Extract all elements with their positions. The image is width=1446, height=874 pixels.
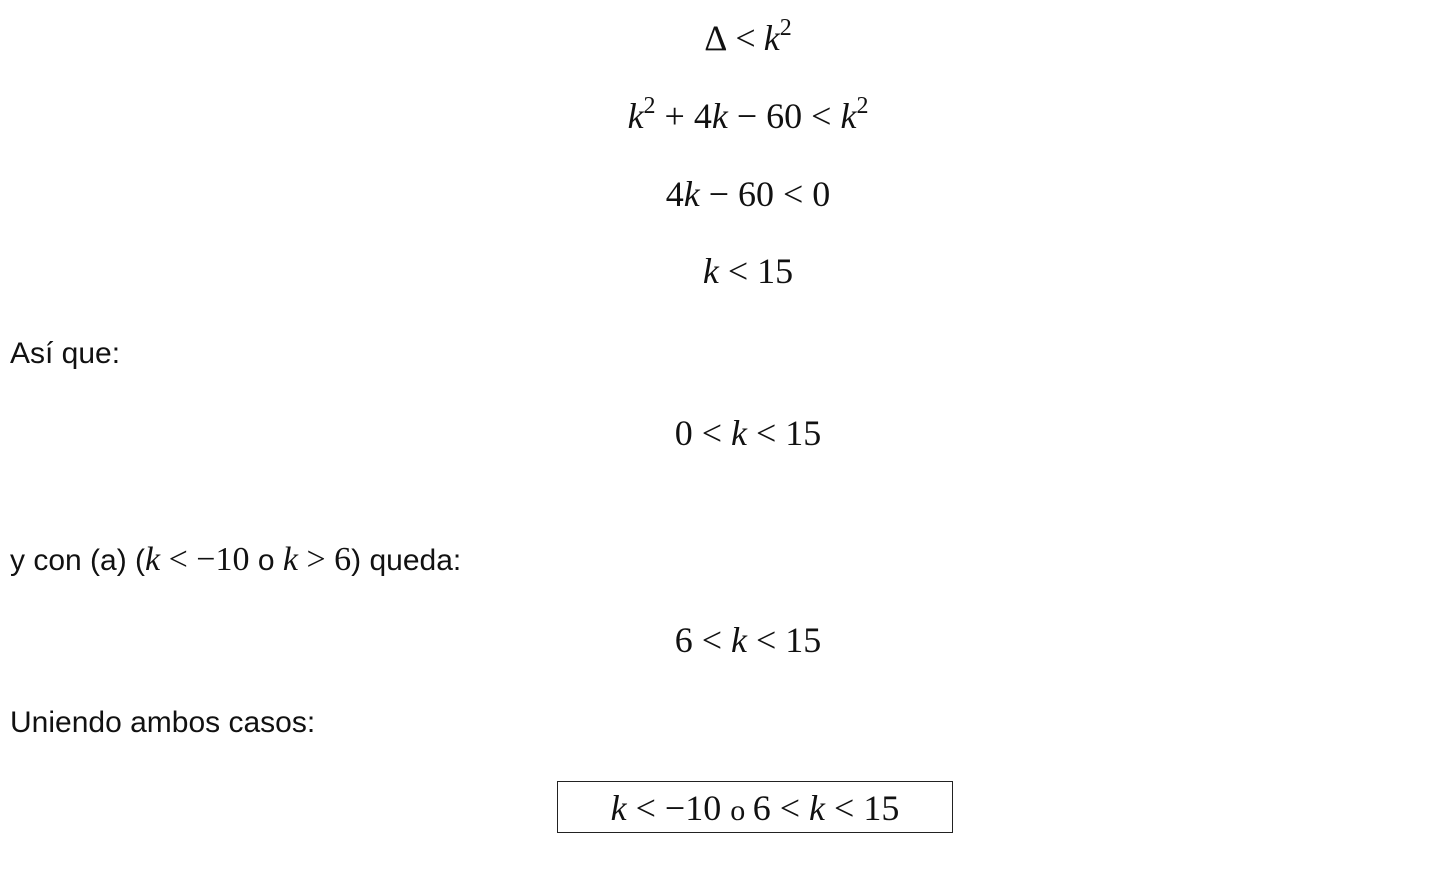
exponent: 2	[856, 93, 869, 119]
exponent: 2	[643, 93, 656, 119]
equation-term: < 15	[755, 413, 822, 453]
equation-k-lt-15	[0, 253, 1446, 289]
equation-linear	[0, 176, 1446, 212]
equation-term: < 15	[755, 620, 822, 660]
final-answer-box	[557, 781, 953, 833]
variable-k: k	[840, 96, 857, 136]
variable-k: k	[809, 788, 826, 828]
variable-k: k	[627, 96, 644, 136]
inline-math	[145, 541, 249, 578]
inline-math	[283, 541, 351, 578]
variable-k: k	[282, 541, 298, 578]
math-fragment: < −10	[160, 541, 250, 578]
delta-symbol: Δ	[704, 18, 728, 58]
prose-fragment: y con (a) (	[10, 544, 146, 577]
variable-k: k	[145, 541, 161, 578]
equation-term: 4	[665, 174, 684, 214]
variable-k: k	[763, 18, 780, 58]
math-fragment: < 15	[825, 788, 900, 828]
equation-delta-lt-k2	[0, 15, 1446, 58]
variable-k: k	[702, 251, 719, 291]
equation-range-6-15	[0, 622, 1446, 658]
equation-term: 0 <	[674, 413, 722, 453]
equation-term: − 60 < 0	[708, 174, 831, 214]
text-uniendo: Uniendo ambos casos:	[10, 706, 316, 739]
variable-k: k	[711, 96, 728, 136]
equation-term: + 4	[664, 96, 712, 136]
exponent: 2	[779, 15, 792, 41]
equation-term: − 60 <	[736, 96, 832, 136]
equation-term: 6 <	[674, 620, 722, 660]
equation-term: < 15	[727, 251, 794, 291]
math-fragment: < −10	[626, 788, 731, 828]
variable-k: k	[683, 174, 700, 214]
equation-range-0-15	[0, 415, 1446, 451]
math-fragment: 6 <	[752, 788, 810, 828]
variable-k: k	[731, 413, 747, 453]
equation-expanded	[0, 93, 1446, 136]
variable-k: k	[731, 620, 747, 660]
text-asi-que: Así que:	[10, 337, 121, 370]
prose-fragment: o	[249, 544, 283, 577]
text-y-con-a	[10, 543, 461, 577]
or-word: o	[730, 794, 753, 827]
variable-k: k	[610, 788, 627, 828]
prose-fragment: ) queda:	[351, 544, 462, 577]
less-than-sign: <	[735, 18, 756, 58]
math-fragment: > 6	[297, 541, 352, 578]
